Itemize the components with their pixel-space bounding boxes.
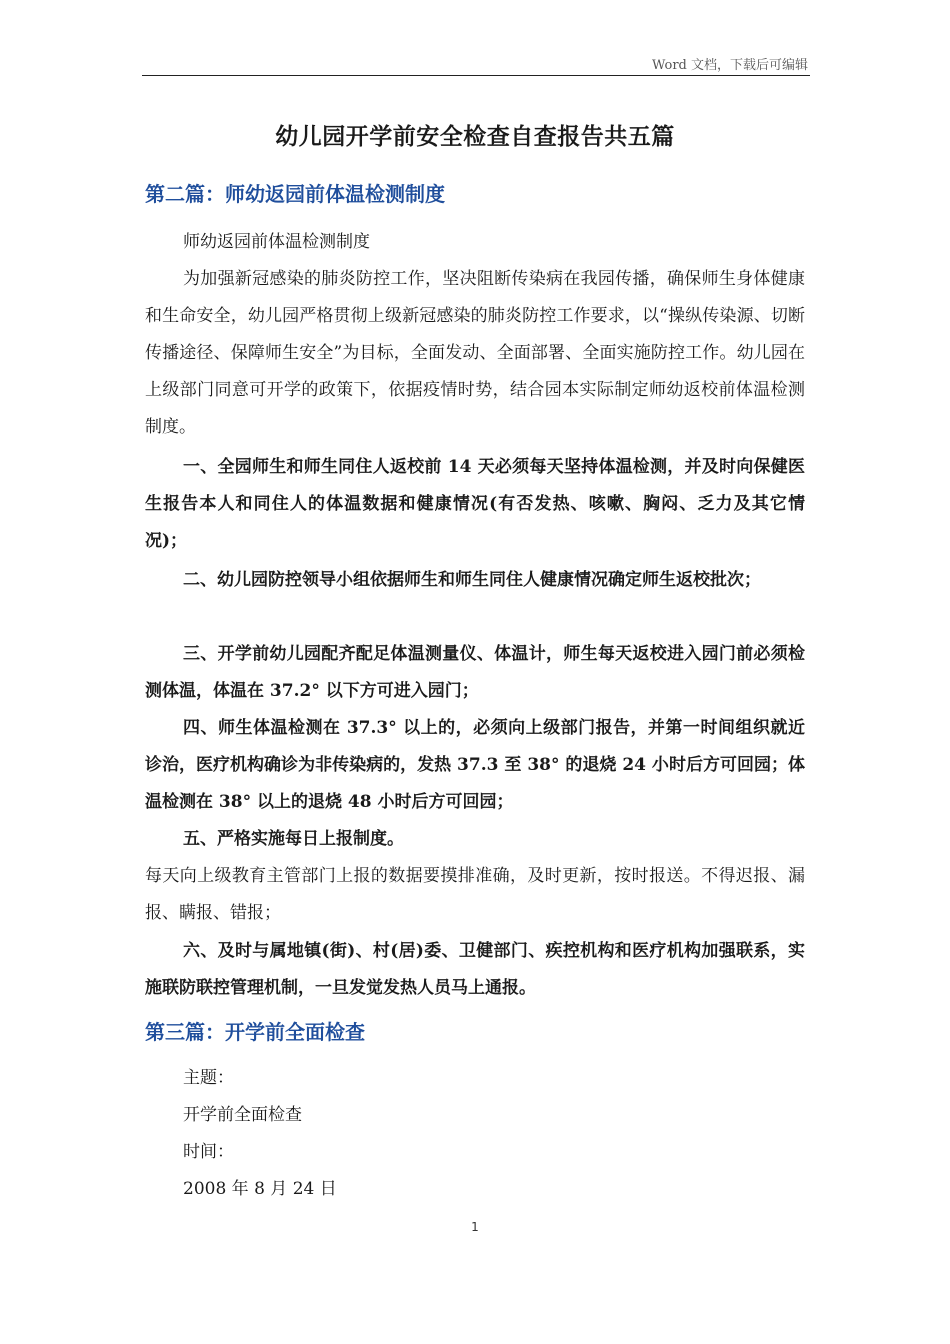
document-title: 幼儿园开学前安全检查自查报告共五篇 xyxy=(275,123,675,150)
header-divider xyxy=(142,75,810,76)
intro-paragraph: 为加强新冠感染的肺炎防控工作，坚决阻断传染病在我园传播，确保师生身体健康和生命安全，幼儿园严格贯彻上级新冠感染的肺炎防控工作要求，以“操纵传染源、切断传播途径、保障师生安全”为目标，全面发动、全面部署、全面实施防控工作。幼儿园在上级部门同意可开学的政策下，依据疫情时势，结合园本实际制定师幼返校前体温检测制度。 xyxy=(145,269,805,437)
rule-item-5-detail: 每天向上级教育主管部门上报的数据要摸排准确，及时更新，按时报送。不得迟报、漏报、瞒报、错报； xyxy=(145,866,805,923)
time-label: 时间： xyxy=(183,1142,234,1162)
rule-item-2: 二、幼儿园防控领导小组依据师生和师生同住人健康情况确定师生返校批次； xyxy=(183,570,761,590)
page-number: 1 xyxy=(471,1220,479,1234)
header-note: Word 文档，下载后可编辑 xyxy=(652,58,808,73)
section-subtitle: 师幼返园前体温检测制度 xyxy=(183,232,370,252)
time-value: 2008 年 8 月 24 日 xyxy=(183,1179,337,1199)
rule-item-4: 四、师生体温检测在 37.3° 以上的，必须向上级部门报告，并第一时间组织就近诊治，医疗机构确诊为非传染病的，发热 37.3 至 38° 的退烧 24 小时后方可回园；体温检测在 38° 以上的退烧 48 小时后方可回园； xyxy=(145,718,805,812)
section-heading-2: 第二篇：师幼返园前体温检测制度 xyxy=(145,182,445,206)
rule-item-3: 三、开学前幼儿园配齐配足体温测量仪、体温计，师生每天返校进入园门前必须检测体温，体温在 37.2° 以下方可进入园门； xyxy=(145,644,805,701)
topic-value: 开学前全面检查 xyxy=(183,1105,302,1125)
section-heading-3: 第三篇：开学前全面检查 xyxy=(145,1020,365,1044)
rule-item-1: 一、全园师生和师生同住人返校前 14 天必须每天坚持体温检测，并及时向保健医生报告本人和同住人的体温数据和健康情况(有否发热、咳嗽、胸闷、乏力及其它情况)； xyxy=(145,457,805,551)
rule-item-5: 五、严格实施每日上报制度。 xyxy=(183,829,404,849)
topic-label: 主题： xyxy=(183,1068,234,1088)
rule-item-6: 六、及时与属地镇(街)、村(居)委、卫健部门、疾控机构和医疗机构加强联系，实施联防联控管理机制，一旦发觉发热人员马上通报。 xyxy=(145,941,805,998)
